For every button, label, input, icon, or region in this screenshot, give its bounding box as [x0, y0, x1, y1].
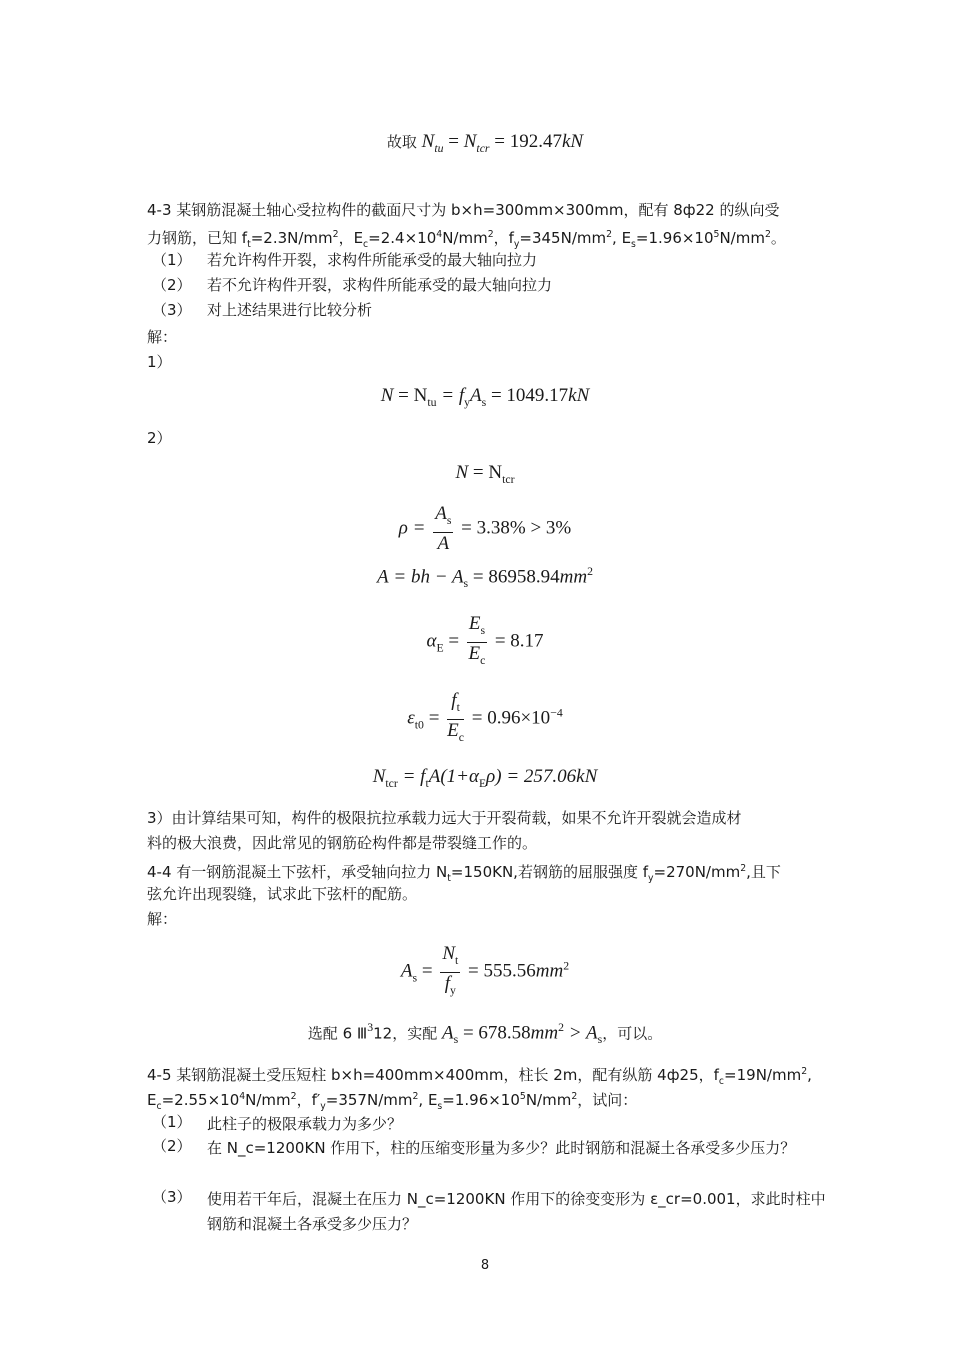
t: 2 — [290, 1091, 297, 1102]
t: N — [372, 766, 386, 787]
equation-a — [0, 565, 970, 591]
t: t — [425, 776, 429, 790]
t: c — [458, 730, 464, 744]
t: A — [441, 1022, 454, 1044]
t: E — [447, 719, 459, 741]
t: y — [464, 395, 470, 409]
t: y — [513, 239, 520, 250]
sub: tcr — [476, 141, 490, 155]
t: c — [156, 1101, 162, 1112]
t: kN — [568, 385, 590, 406]
t: N/mm — [245, 1091, 291, 1109]
t: 2 — [606, 229, 613, 240]
t: =345N/mm — [519, 229, 607, 247]
t: tcr — [502, 472, 515, 486]
t: 2 — [487, 229, 494, 240]
equation-as: $A_s$ = $\frac{N_t}{f_y}$ = $555.56mm^2$ — [0, 943, 970, 1002]
t: c — [718, 1076, 725, 1087]
t: 2 — [563, 959, 570, 973]
t: s — [463, 577, 469, 591]
item-number: （3） — [152, 1188, 192, 1206]
item-text: 若不允许构件开裂，求构件所能承受的最大轴向拉力 — [207, 276, 553, 294]
question-item — [152, 1187, 832, 1237]
rebar-grade-symbol: Ⅲ — [356, 1024, 368, 1043]
t: ，f — [493, 229, 514, 247]
t: ,且下 — [746, 863, 781, 881]
t: 2 — [332, 229, 339, 240]
fraction — [467, 613, 487, 672]
fraction — [447, 690, 464, 749]
t: , E — [418, 1091, 438, 1109]
t: f — [444, 972, 450, 994]
t: A(1+α — [428, 766, 479, 787]
t: 力钢筋，已知 f — [147, 229, 248, 247]
equation-alpha-e: $\alpha_E$ = $\frac{E_s}{E_c}$ = 8.17 — [0, 613, 970, 672]
var: N — [463, 131, 477, 152]
t: c — [363, 239, 369, 250]
t: 12，实配 — [373, 1024, 442, 1043]
t: 2 — [801, 1066, 808, 1077]
t: =1.96×10 — [635, 229, 714, 247]
item-text: 若允许构件开裂，求构件所能承受的最大轴向拉力 — [207, 251, 538, 269]
equation-selection — [0, 1021, 970, 1047]
t: N/mm — [525, 1091, 572, 1109]
t: t — [456, 700, 460, 714]
t: 3 — [367, 1021, 374, 1034]
t: 5 — [519, 1091, 526, 1102]
t: = 0.96×10 — [471, 707, 551, 729]
t: ，可以。 — [602, 1024, 663, 1043]
t: f — [451, 690, 457, 711]
fraction — [433, 503, 453, 555]
t: ，f′ — [296, 1091, 321, 1109]
t: mm — [530, 1022, 559, 1044]
t: ，试问： — [577, 1091, 638, 1109]
question-item — [152, 275, 552, 295]
t: y — [648, 873, 654, 884]
t: A — [470, 385, 482, 406]
item-number: （2） — [152, 1137, 192, 1155]
equation-n-ntcr — [0, 462, 970, 487]
t: A — [377, 566, 389, 588]
t: s — [597, 1033, 603, 1047]
t: 4 — [436, 229, 443, 240]
equation-ntu-ntcr: 故取 $N_{tu} = N_{tcr} = 192.47kN$ — [386, 131, 584, 155]
question-item — [152, 1112, 832, 1137]
item-number: （3） — [152, 301, 192, 319]
fraction — [440, 943, 460, 1002]
t: E — [436, 641, 444, 655]
t: , E — [612, 229, 632, 247]
t: t — [247, 239, 251, 250]
conclusion-line2: 料的极大浪费，因此常见的钢筋砼构件都是带裂缝工作的。 — [147, 834, 538, 852]
unit: kN — [561, 131, 584, 152]
equation-epsilon-t0: $\varepsilon_{t0}$ = $\frac{f_t}{E_c}$ = $0.96\times 10^{-4}$ — [0, 690, 970, 749]
t: α — [426, 630, 437, 652]
question-item — [152, 300, 372, 320]
t: = 86958.94 — [472, 566, 560, 588]
t: 4-5 某钢筋混凝土受压短柱 b×h=400mm×400mm，柱长 2m，配有纵筋 4ф25，f — [147, 1066, 719, 1084]
t: ρ) = 257.06 — [486, 766, 577, 787]
t: A — [400, 960, 413, 982]
t: = f — [402, 766, 426, 787]
t: c — [480, 653, 486, 667]
t: 2 — [571, 1091, 578, 1102]
problem-4-3-line1: 4-3 某钢筋混凝土轴心受拉构件的截面尺寸为 b×h=300mm×300mm，配有 8ф22 的纵向受 — [147, 201, 780, 219]
item-text: 对上述结果进行比较分析 — [207, 301, 373, 319]
text: 故取 — [386, 133, 417, 151]
t: t — [447, 873, 451, 884]
t: E — [468, 613, 481, 634]
t: s — [631, 239, 636, 250]
step-label: 1） — [147, 353, 172, 371]
t: ，E — [338, 229, 364, 247]
solution-label: 解： — [147, 910, 178, 928]
t: s — [446, 513, 452, 527]
t: =19N/mm — [724, 1066, 802, 1084]
t: N — [442, 943, 455, 964]
t: E — [147, 1091, 157, 1109]
t: ε — [407, 707, 415, 729]
t: 2 — [412, 1091, 419, 1102]
solution-label: 解： — [147, 328, 178, 346]
step-label: 2） — [147, 429, 172, 447]
t: = 1049.17 — [490, 385, 569, 406]
t: =357N/mm — [325, 1091, 413, 1109]
t: A — [435, 503, 447, 524]
equation-n-ntu — [0, 385, 970, 410]
var: N — [421, 131, 435, 152]
t: =270N/mm — [653, 863, 741, 881]
t: = 555.56 — [468, 960, 536, 982]
t: s — [437, 1101, 443, 1112]
question-item — [152, 1136, 832, 1161]
equation-ntcr — [0, 766, 970, 791]
problem-4-4-line2: 弦允许出现裂缝，试求此下弦杆的配筋。 — [147, 885, 418, 903]
t: −4 — [550, 706, 563, 720]
t: = 678.58 — [462, 1022, 531, 1044]
t: 4-4 有一钢筋混凝土下弦杆，承受轴向拉力 N — [147, 863, 448, 881]
t: 2 — [740, 863, 747, 874]
t: s — [480, 623, 486, 637]
t: , — [807, 1066, 812, 1084]
t: A — [437, 532, 450, 554]
t: s — [453, 1033, 459, 1047]
item-text: 在 N_c=1200KN 作用下，柱的压缩变形量为多少？此时钢筋和混凝土各承受多少压力？ — [207, 1139, 796, 1157]
item-text: 使用若干年后，混凝土在压力 N_c=1200KN 作用下的徐变变形为 ε_cr=0.001，求此时柱中钢筋和混凝土各承受多少压力？ — [207, 1190, 826, 1233]
conclusion-line1: 3）由计算结果可知，构件的极限抗拉承载力远大于开裂荷载，如果不允许开裂就会造成材 — [147, 809, 742, 827]
t: y — [449, 983, 456, 997]
t: = N — [398, 385, 428, 406]
t: = 3.38% > 3% — [461, 517, 572, 539]
sub: tu — [434, 141, 444, 155]
t: E — [468, 642, 481, 664]
t: 2 — [587, 565, 593, 578]
t: mm — [535, 960, 564, 982]
value: = 192.47 — [494, 131, 562, 152]
question-item — [152, 250, 537, 270]
t: 2 — [558, 1021, 564, 1034]
t: tcr — [385, 776, 398, 790]
t: =150KN,若钢筋的屈服强度 f — [450, 863, 648, 881]
t: = bh − A — [393, 566, 464, 588]
t: = N — [472, 462, 503, 483]
t: E — [478, 776, 487, 790]
t: y — [320, 1101, 326, 1112]
t: N/mm — [719, 229, 765, 247]
t: ρ = — [398, 517, 426, 539]
t: s — [412, 971, 418, 985]
item-number: （2） — [152, 276, 192, 294]
t: = 8.17 — [494, 630, 544, 652]
item-number: （1） — [152, 251, 192, 269]
t: N — [455, 462, 469, 483]
t: s — [481, 395, 487, 409]
t: 5 — [713, 229, 720, 240]
t: N — [380, 385, 394, 406]
t: =2.55×10 — [161, 1091, 240, 1109]
t: 选配 6 — [307, 1024, 357, 1043]
item-text: 此柱子的极限承载力为多少？ — [207, 1115, 403, 1133]
t: t — [455, 953, 459, 967]
t: mm — [559, 566, 588, 588]
t: t0 — [414, 718, 424, 732]
t: =1.96×10 — [442, 1091, 520, 1109]
t: 。 — [770, 229, 786, 247]
page-number: 8 — [480, 1258, 490, 1273]
t: = f — [441, 385, 465, 406]
t: =2.3N/mm — [250, 229, 333, 247]
t: 2 — [764, 229, 771, 240]
t: kN — [576, 766, 598, 787]
t: tu — [427, 395, 437, 409]
t: =2.4×10 — [368, 229, 437, 247]
t: N/mm — [442, 229, 488, 247]
t: 4 — [239, 1091, 246, 1102]
t: > A — [568, 1022, 598, 1044]
equation-rho — [0, 503, 970, 555]
item-number: （1） — [152, 1113, 192, 1131]
